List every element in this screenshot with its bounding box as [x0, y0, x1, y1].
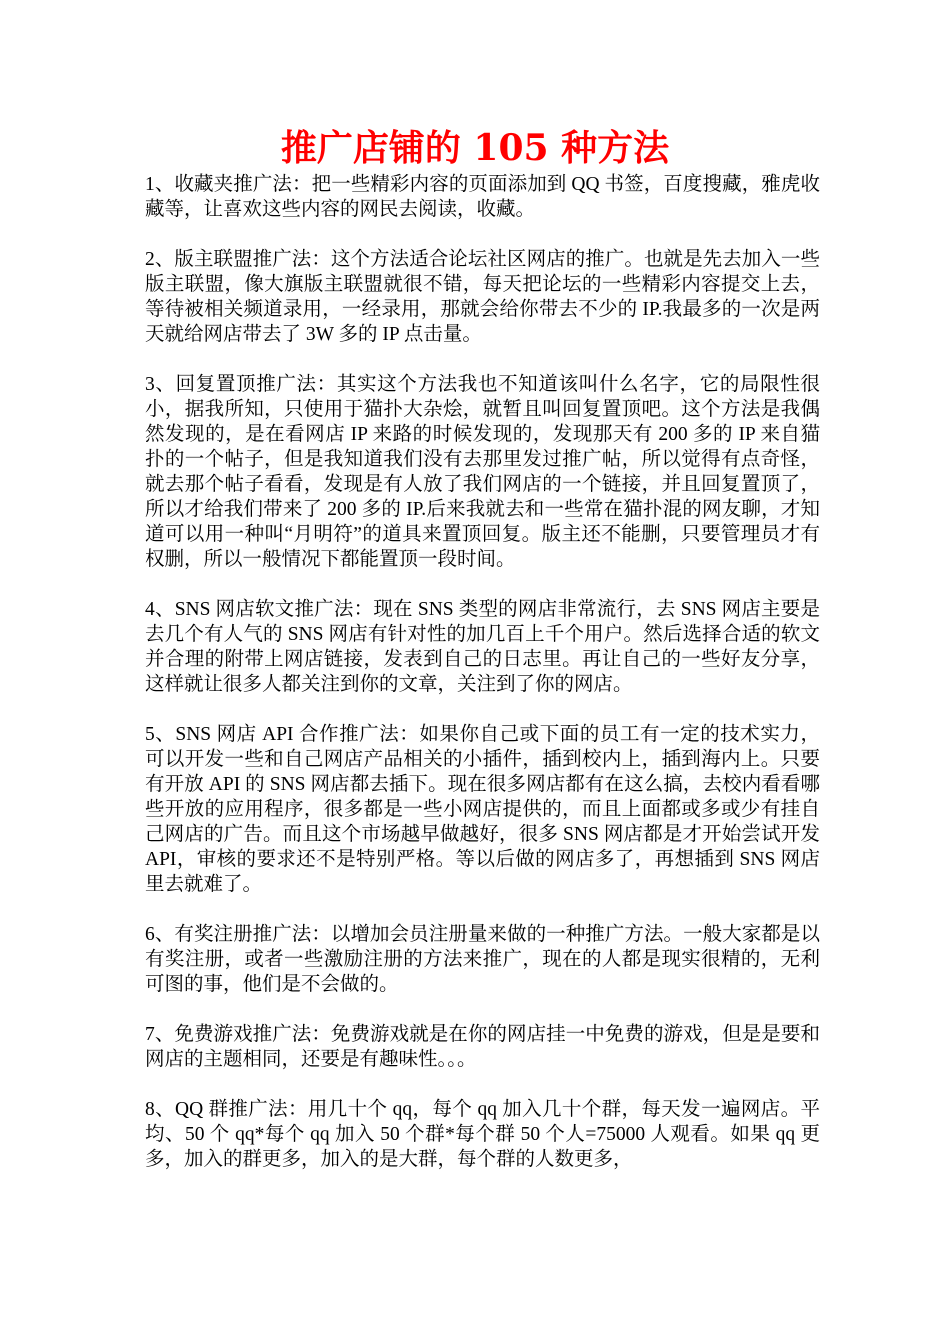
paragraph-1: 1、收藏夹推广法：把一些精彩内容的页面添加到 QQ 书签，百度搜藏，雅虎收藏等，让喜欢这些内容的网民去阅读，收藏。 — [145, 174, 820, 220]
paragraph-3: 3、回复置顶推广法：其实这个方法我也不知道该叫什么名字，它的局限性很小，据我所知，只使用于猫扑大杂烩，就暂且叫回复置顶吧。这个方法是我偶然发现的，是在看网店 IP 来路的时候发现的，发现那天有 200 多的 IP 来自猫扑的一个帖子，但是我知道我们没有去那里发过推广帖，所以觉得有点奇怪，就去那个帖子看看，发现是有人放了我们网店的一个链接，并且回复置顶了，所以才给我们带来了 200 多的 IP.后来我就去和一些常在猫扑混的网友聊，才知道可以用一种叫“月明符”的道具来置顶回复。版主还不能删，只要管理员才有权删，所以一般情况下都能置顶一段时间。 — [145, 374, 820, 570]
paragraph-4: 4、SNS 网店软文推广法：现在 SNS 类型的网店非常流行，去 SNS 网店主要是去几个有人气的 SNS 网店有针对性的加几百上千个用户。然后选择合适的软文并合理的附带上网店链接，发表到自己的日志里。再让自己的一些好友分享，这样就让很多人都关注到你的文章，关注到了你的网店。 — [145, 599, 820, 695]
document-title: 推广店铺的 105 种方法 — [280, 127, 670, 169]
paragraph-8: 8、QQ 群推广法：用几十个 qq，每个 qq 加入几十个群，每天发一遍网店。平均、50 个 qq*每个 qq 加入 50 个群*每个群 50 个人=75000 人观看。如果 qq 更多，加入的群更多，加入的是大群，每个群的人数更多， — [145, 1099, 820, 1170]
paragraph-7: 7、免费游戏推广法：免费游戏就是在你的网店挂一中免费的游戏，但是是要和网店的主题相同，还要是有趣味性。。。 — [145, 1024, 820, 1070]
paragraph-2: 2、版主联盟推广法：这个方法适合论坛社区网店的推广。也就是先去加入一些版主联盟，像大旗版主联盟就很不错，每天把论坛的一些精彩内容提交上去，等待被相关频道录用，一经录用，那就会给你带去不少的 IP.我最多的一次是两天就给网店带去了 3W 多的 IP 点击量。 — [145, 249, 820, 345]
document-body — [145, 172, 820, 1197]
paragraph-5: 5、SNS 网店 API 合作推广法：如果你自己或下面的员工有一定的技术实力，可以开发一些和自己网店产品相关的小插件，插到校内上，插到海内上。只要有开放 API 的 SNS 网店都去插下。现在很多网店都有在这么搞，去校内看看哪些开放的应用程序，很多都是一些小网店提供的，而且上面都或多或少有挂自己网店的广告。而且这个市场越早做越好，很多 SNS 网店都是才开始尝试开发 API，审核的要求还不是特别严格。等以后做的网店多了，再想插到 SNS 网店里去就难了。 — [145, 724, 820, 895]
paragraph-6: 6、有奖注册推广法：以增加会员注册量来做的一种推广方法。一般大家都是以有奖注册，或者一些激励注册的方法来推广，现在的人都是现实很精的，无利可图的事，他们是不会做的。 — [145, 924, 820, 995]
